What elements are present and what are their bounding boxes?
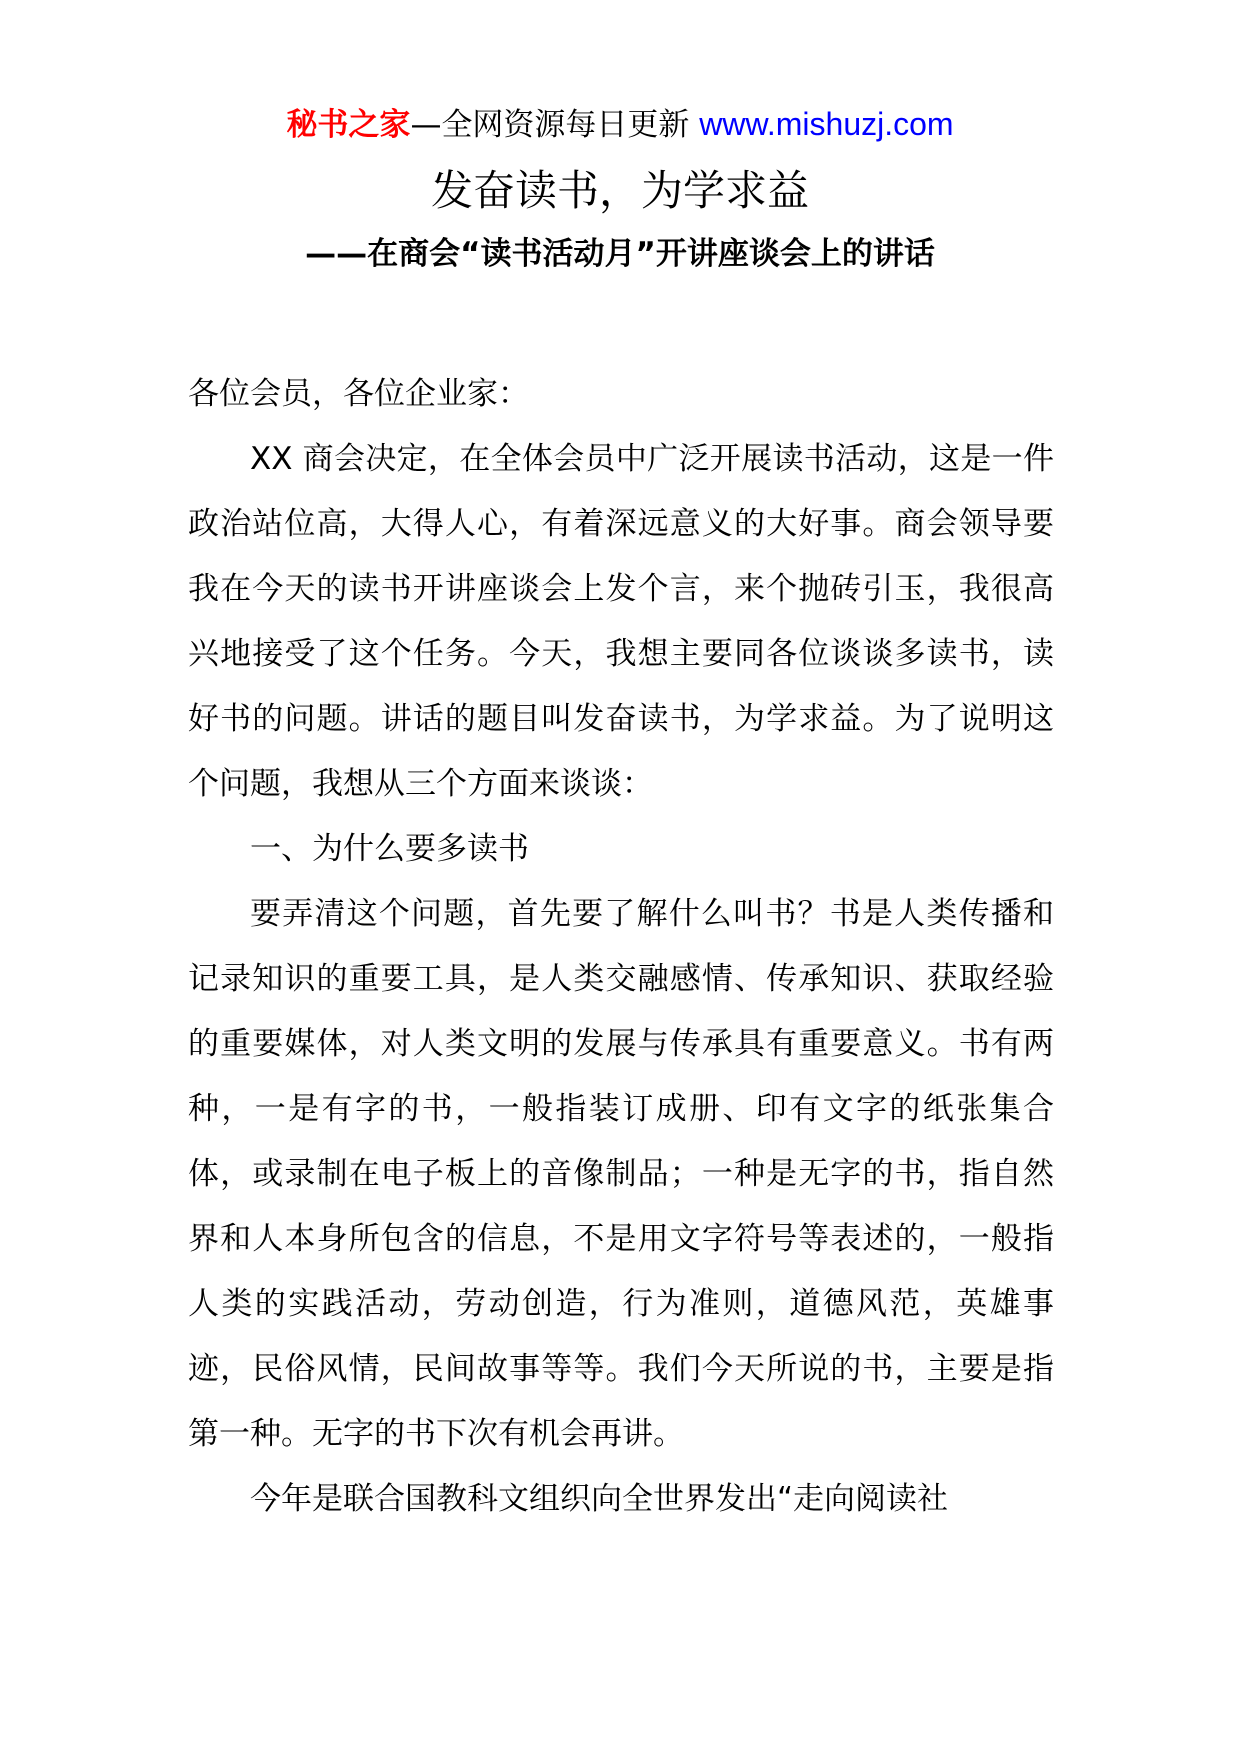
site-url-link[interactable]: www.mishuzj.com [699, 106, 954, 142]
document-title: 发奋读书，为学求益 [430, 166, 809, 215]
greeting-line: 各位会员，各位企业家： [188, 376, 529, 412]
site-header [0, 102, 1240, 147]
site-name: 秘书之家 [286, 107, 411, 143]
site-tagline: —全网资源每日更新 [410, 107, 700, 143]
paragraph-what-is-book: 要弄清这个问题，首先要了解什么叫书？书是人类传播和记录知识的重要工具，是人类交融感情、传承知识、获取经验的重要媒体，对人类文明的发展与传承具有重要意义。书有两种，一是有字的书，一般指装订成册、印有文字的纸张集合体，或录制在电子板上的音像制品；一种是无字的书，指自然界和人本身所包含的信息，不是用文字符号等表述的，一般指人类的实践活动，劳动创造，行为准则，道德风范，英雄事迹，民俗风情，民间故事等等。我们今天所说的书，主要是指第一种。无字的书下次有机会再讲。 [188, 896, 1054, 1452]
paragraph-intro: XX 商会决定，在全体会员中广泛开展读书活动，这是一件政治站位高，大得人心，有着深远意义的大好事。商会领导要我在今天的读书开讲座谈会上发个言，来个抛砖引玉，我很高兴地接受了这个任务。今天，我想主要同各位谈谈多读书，读好书的问题。讲话的题目叫发奋读书，为学求益。为了说明这个问题，我想从三个方面来谈谈： [188, 441, 1054, 802]
document-subtitle: ——在商会“读书活动月”开讲座谈会上的讲话 [305, 236, 935, 272]
paragraph-unesco: 今年是联合国教科文组织向全世界发出“走向阅读社 [250, 1481, 949, 1517]
document-body [188, 362, 1054, 1532]
section-heading-1: 一、为什么要多读书 [250, 831, 529, 867]
